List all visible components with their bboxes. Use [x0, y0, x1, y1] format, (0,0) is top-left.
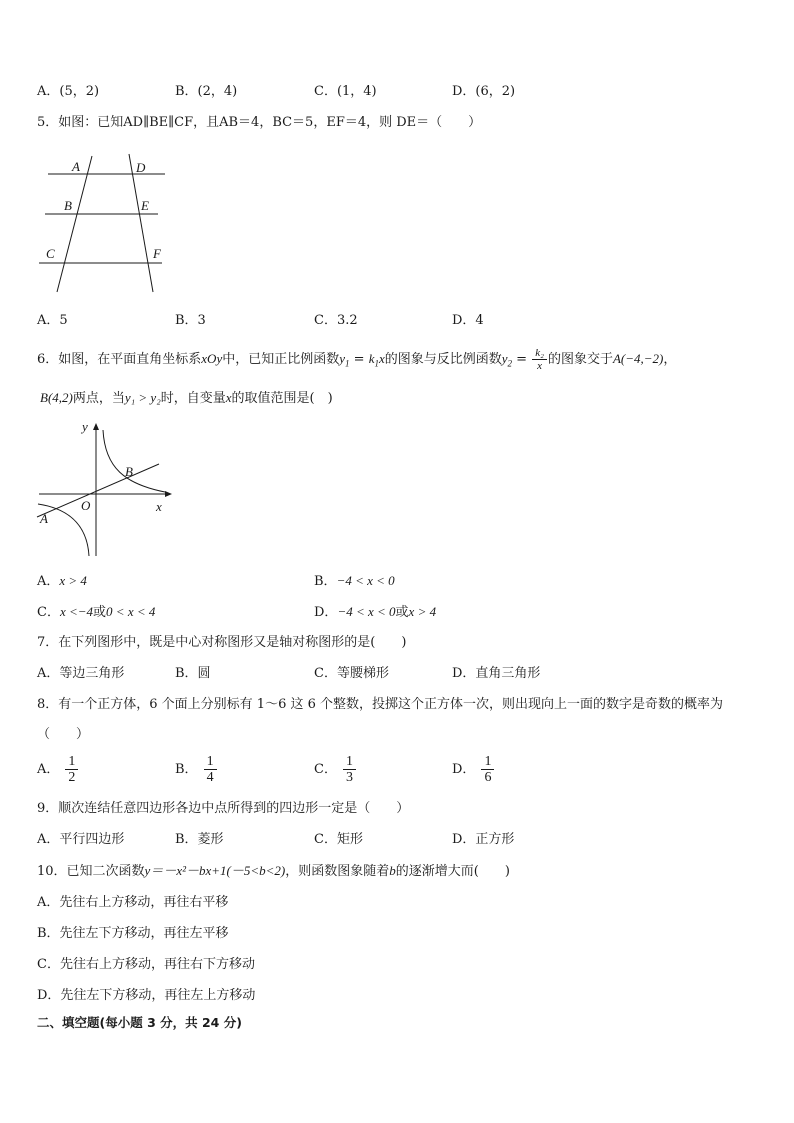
label-y: y [82, 419, 88, 434]
q9-option-d: D．正方形 [452, 832, 515, 847]
q7-option-b: B．圆 [175, 666, 211, 681]
label-b: B [64, 198, 72, 213]
q6-stem-line1: 6．如图，在平面直角坐标系xOy中，已知正比例函数$y_1 = k_1x$的图象与反比例函数$y_2$ = $\frac{\text{k₂}}{x}$ 的图象交于A(−4,−2)， [37, 347, 677, 372]
q5-parallel-lines-figure [36, 150, 171, 295]
point-b-coords: B(4,2) [40, 390, 73, 405]
q9-option-b: B．菱形 [175, 832, 224, 847]
q4-option-b: B．(2，4) [175, 84, 238, 99]
q4-option-d: D．(6，2) [452, 84, 516, 99]
q10-stem: 10．已知二次函数y＝－x²－bx+1(－5<b<2)，则函数图象随着b的逐渐增大而( ) [37, 863, 510, 879]
label-f: F [153, 246, 161, 261]
q7-stem: 7．在下列图形中，既是中心对称图形又是轴对称图形的是( ) [37, 635, 407, 650]
q7-option-d: D．直角三角形 [452, 666, 541, 681]
q9-option-a: A．平行四边形 [37, 832, 125, 847]
q8-stem-cont: （ ） [37, 727, 90, 742]
label-b: B [125, 464, 133, 479]
label-d: D [136, 160, 146, 175]
q8-option-a: A． $\frac{1}{2}$ [37, 754, 78, 785]
f2-fraction: $\frac{\text{k₂}}{x}$ [532, 347, 547, 372]
q9-option-c: C．矩形 [314, 832, 363, 847]
q6-stem-line2: B(4,2)两点，当y₁ > y₂时，自变量x的取值范围是( ) [40, 390, 333, 406]
q7-option-a: A．等边三角形 [37, 666, 125, 681]
q5-option-c: C．3.2 [314, 313, 358, 328]
y-axis-arrow [93, 423, 99, 430]
q4-option-c: C．(1，4) [314, 84, 377, 99]
q6-option-d: D．−4 < x < 0或x > 4 [314, 604, 437, 620]
transversal-left [57, 156, 92, 292]
q10-option-d: D．先往左下方移动，再往左上方移动 [37, 988, 256, 1003]
q9-stem: 9．顺次连结任意四边形各边中点所得到的四边形一定是（ ） [37, 801, 410, 816]
q5-option-b: B．3 [175, 313, 206, 328]
x-axis-arrow [165, 491, 172, 497]
q6-option-b: B．−4 < x < 0 [314, 573, 395, 589]
q4-option-a: A．(5，2) [37, 84, 100, 99]
q8-option-d: D． $\frac{1}{6}$ [452, 754, 494, 785]
label-x: x [156, 499, 162, 514]
q5-option-a: A．5 [37, 313, 68, 328]
q10-option-c: C．先往右上方移动，再往右下方移动 [37, 957, 255, 972]
label-a: A [40, 511, 48, 526]
linear-function-line [37, 464, 159, 517]
f1-lhs: $y_1$ [339, 351, 350, 369]
q6-function-graph [35, 418, 175, 560]
q5-option-d: D．4 [452, 313, 484, 328]
q8-stem: 8．有一个正方体，6 个面上分别标有 1～6 这 6 个整数，投掷这个正方体一次，则出现向上一面的数字是奇数的概率为 [37, 697, 724, 712]
q8-option-c: C． $\frac{1}{3}$ [314, 754, 356, 785]
hyperbola-branch-1 [103, 430, 165, 492]
q10-function: y＝－x²－bx+1(－5<b<2) [144, 863, 286, 878]
label-a: A [72, 159, 80, 174]
section-2-heading: 二、填空题(每小题 3 分，共 24 分) [37, 1015, 242, 1030]
label-c: C [46, 246, 55, 261]
point-a-coords: A(−4,−2) [612, 351, 664, 366]
label-e: E [141, 198, 149, 213]
q8-option-b: B． $\frac{1}{4}$ [175, 754, 217, 785]
q10-option-a: A．先往右上方移动，再往右平移 [37, 895, 229, 910]
q6-option-a: A．x > 4 [37, 573, 87, 589]
q10-option-b: B．先往左下方移动，再往左平移 [37, 926, 229, 941]
q6-option-c: C．x <−4或0 < x < 4 [37, 604, 156, 620]
coord-system: xOy [201, 351, 223, 366]
q5-stem: 5．如图：已知AD∥BE∥CF，且AB＝4，BC＝5，EF＝4，则 DE＝（ ） [37, 115, 482, 130]
q7-option-c: C．等腰梯形 [314, 666, 389, 681]
label-origin: O [81, 498, 91, 513]
